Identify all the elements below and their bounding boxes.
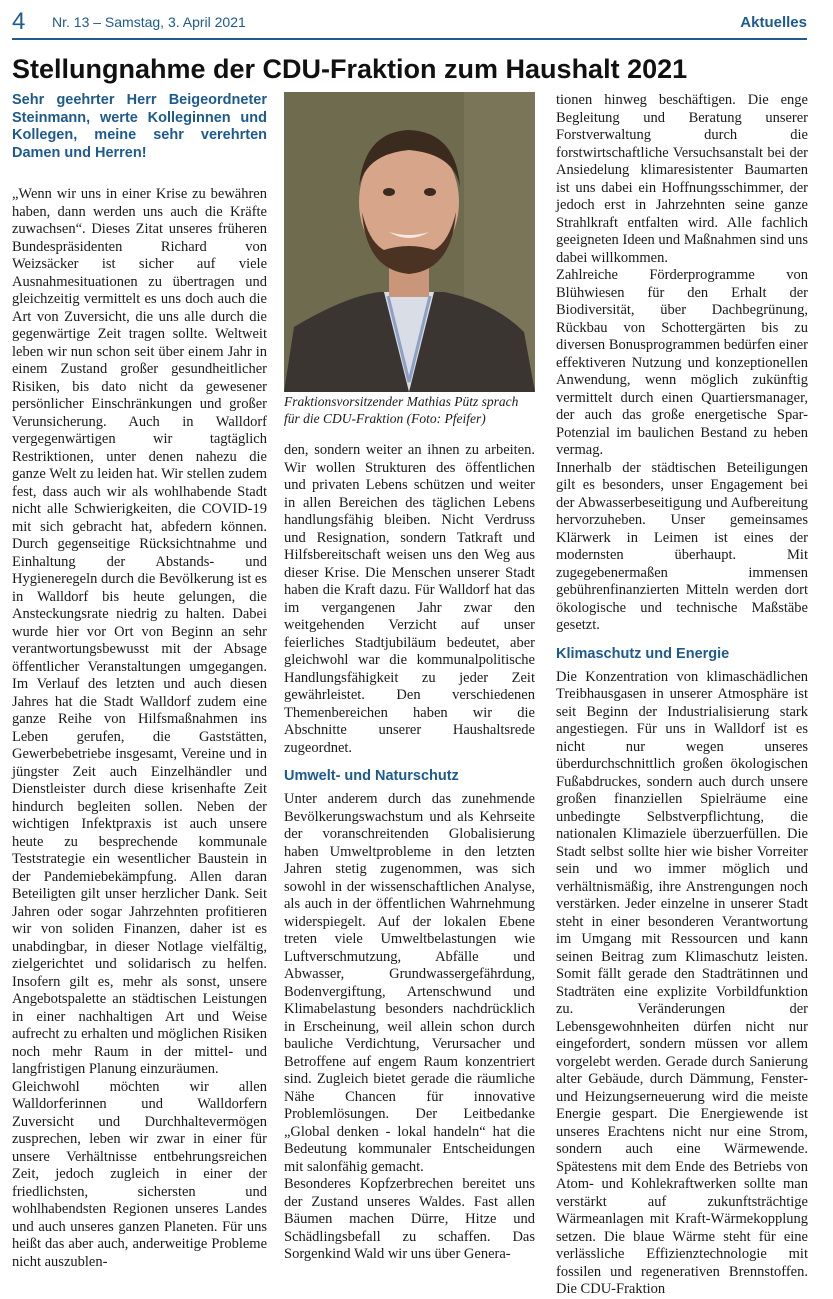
page-number: 4 [12,8,26,35]
paragraph: Die Konzentration von klimaschädlichen Treibhausgasen in unserer Atmosphäre ist seit Beginn der Industrialisierung stark angestiegen. Für uns in Walldorf ist es nicht nur wegen unseres überdurchschnittlich großen ökologischen Fußabdruckes, sondern auch durch unsere großen finanziellen Spielräume eine unbedingte Selbstverpflichtung, die nationalen Klimaziele überzuerfüllen. Die Stadt selbst sollte hier wie bisher Vorreiter sein und wo immer möglich und verhältnismäßig, ihre Anstrengungen noch verstärken. Jeder einzelne in unserer Stadt steht in einer besonderen Verantwortung im Umgang mit Ressourcen und kann seinen Beitrag zum Klimaschutz leisten. Somit fällt gerade den Stadträtinnen und Stadträten eine explizite Vorbildfunktion zu. Veränderungen der Lebensgewohnheiten dürfen nicht nur eingefordert, sondern müssen vor allem vorgelebt werden. Gerade durch Sanierung alter Gebäude, durch Dämmung, Fenster- und Heizungserneuerung wird die meiste Energie gespart. Die Energiewende ist unseres Erachtens nicht nur eine Strom, sondern auch eine Wärmewende. Spätestens mit dem Ende des Betriebs von Atom- und Kohlekraftwerken sollte man verstärkt auf zukunftsträchtige Wärmeanlagen mit Kraft-Wärmekopplung setzen. Die blaue Wärme steht für eine verlässliche Effizienztechnologie mit fossilen und regenerativen Brennstoffen. Die CDU-Fraktion [556,668,808,1297]
portrait-illustration [284,92,535,392]
column-3 [556,92,808,1297]
column-1 [12,186,267,1270]
page-header [12,8,807,38]
paragraph: den, sondern weiter an ihnen zu arbeiten. Wir wollen Strukturen des öffentlichen und privaten Lebens schützen und weiter in allen Bereichen des täglichen Lebens handlungsfähig bleiben. Nicht Verdruss und Resignation, sondern Tatkraft und Hilfsbereitschaft weisen uns den Weg aus dieser Krise. Die Menschen unserer Stadt haben die Kraft dazu. Für Walldorf hat das im vergangenen Jahr zwar den weitgehenden Verzicht auf unser feierliches Stadtjubiläum bedeutet, aber gleichwohl war die kommunalpolitische Handlungsfähigkeit zu jeder Zeit gewährleistet. Den verschiedenen Themenbereichen haben wir die Abschnitte unserer Haushaltsrede zugeordnet. [284,442,535,756]
salutation: Sehr geehrter Herr Beigeordneter Steinmann, werte Kolleginnen und Kollegen, meine sehr verehrten Damen und Herren! [12,92,267,161]
paragraph: Innerhalb der städtischen Beteiligungen gilt es besonders, unser Engagement bei der Abwasserbeseitigung und Aufbereitung hervorzuheben. Unser gemeinsames Klärwerk in Leimen ist eines der modernsten überhaupt. Mit zugegebenermaßen immensen gebührenfinanzierten Mitteln werden dort ökologische und technische Maßstäbe gesetzt. [556,459,808,633]
paragraph: tionen hinweg beschäftigen. Die enge Begleitung und Beratung unserer Forstverwaltung durch die forstwirtschaftliche Versuchsanstalt bei der Ansiedelung klimaresistenter Baumarten ist uns dabei ein Hoffnungsschimmer, der jedoch erst in Jahrzehnten seine ganze Strahlkraft entfalten wird. Alle fachlich geeigneten Ideen und Maßnahmen sind uns dabei willkommen. [556,92,808,266]
column-2 [284,442,535,1262]
issue-date: Nr. 13 – Samstag, 3. April 2021 [52,14,246,30]
paragraph: Besonderes Kopfzerbrechen bereitet uns der Zustand unseres Waldes. Fast allen Bäumen machen Dürre, Hitze und Schädlingsbefall zu schaffen. Das Sorgenkind Wald wir uns über Genera- [284,1176,535,1262]
photo-caption: Fraktionsvorsitzender Mathias Pütz sprach für die CDU-Fraktion (Foto: Pfeifer) [284,394,519,426]
paragraph: Zahlreiche Förderprogramme von Blühwiesen für den Erhalt der Biodiversität, über Dachbegrünung, Rückbau von Schottergärten bis zu diversen Bonusprogrammen bedürfen einer effektiveren Nutzung und konzeptionellen Anwendung, wenn möglich zukünftig vermittelt durch einen Quartiersmanager, der auch das große energetische Spar-Potenzial im baulichen Bestand zu heben vermag. [556,267,808,458]
portrait-photo [284,92,535,392]
paragraph: Gleichwohl möchten wir allen Walldorferinnen und Walldorfern Zuversicht und Durchhaltevermögen zusprechen, leben wir zwar in einer für unsere Verhältnisse entbehrungsreichen Zeit, jedoch zugleich in einer der friedlichsten, sichersten und wohlhabendsten Regionen unseres Landes und auch unseres ganzen Planeten. Für uns heißt das aber auch, anderweitige Probleme nicht auszublen- [12,1078,267,1270]
subheading-umwelt: Umwelt- und Naturschutz [284,768,459,784]
paragraph: Unter anderem durch das zunehmende Bevölkerungswachstum und als Kehrseite der voranschreitenden Globalisierung haben Umweltprobleme in den letzten Jahren stetig zugenommen, was sich sowohl in der wissenschaftlichen Analyse, als auch in der öffentlichen Wahrnehmung widerspiegelt. Auf der lokalen Ebene treten viele Umweltbelastungen wie Luftverschmutzung, Abfälle und Abwasser, Grundwassergefährdung, Bodenvergiftung, Artenschwund und Klimabelastung besonders nachdrücklich in Erscheinung, weil allein schon durch bauliche Verdichtung, Verursacher und Betroffene auf engem Raum konzentriert sind. Zugleich bietet gerade die räumliche Nähe Chancen für innovative Problemlösungen. Der Leitbedanke „Global denken - lokal handeln“ hat die Bedeutung kommunaler Entscheidungen mit salonfähig gemacht. [284,791,535,1175]
article-headline: Stellungnahme der CDU-Fraktion zum Haushalt 2021 [12,54,688,84]
paragraph: „Wenn wir uns in einer Krise zu bewähren haben, dann werden uns auch die Kräfte zuwachsen“. Dieses Zitat unseres früheren Bundespräsidenten Richard von Weizsäcker ist sicher auf viele Ausnahmesituationen zu übertragen und gleichzeitig vermittelt es uns doch auch die Art von Zuversicht, die uns alle durch die gegenwärtige Zeit tragen sollte. Weltweit leben wir nun schon seit über einem Jahr in einem Zustand großer gesundheitlicher Risiken, bis dato nicht da gewesener persönlicher Einschränkungen und großer Verunsicherung. Auch in Walldorf vergegenwärtigen wir tagtäglich Restriktionen, unter denen nahezu die ganze Welt zu leiden hat. Wir stellen zudem fest, dass auch wir als wohlhabende Stadt nicht alle Schwierigkeiten, die COVID-19 mit sich gebracht hat, abfedern können. Durch gegenseitige Rücksichtnahme und Einhaltung der Abstands- und Hygieneregeln durch die Bevölkerung ist es in Walldorf bis heute gelungen, die Ansteckungsrate niedrig zu halten. Dabei wurde hier vor Ort von Beginn an sehr verantwortungsbewusst mit der Absage öffentlicher Veranstaltungen umgegangen. Im Verlauf des letzten und auch diesen Jahres hat die Stadt Walldorf zudem eine ganze Reihe von Hilfsmaßnahmen ins Leben gerufen, die Gaststätten, Gewerbebetriebe insgesamt, Vereine und in jüngster Zeit auch Einzelhändler und Dienstleister durch diese krisenhafte Zeit hindurch begleiten sollen. Neben der wichtigen Infektpraxis ist auch unsere heute zu besprechende kommunale Teststrategie ein wesentlicher Baustein in der Pandemiebekämpfung. Allen daran Beteiligten gilt unser herzlicher Dank. Seit Jahren oder sogar Jahrzehnten profitieren wir von soliden Finanzen, daher ist es unabdingbar, in dieser Notlage vielfältig, zielgerichtet und solidarisch zu helfen. Insofern gilt es, mehr als sonst, unsere Angebotspalette an städtischen Leistungen in einer nachhaltigen Art und Weise aufrecht zu erhalten und möglichen Risiken noch mehr Raum in der mittel- und langfristigen Planung einzuräumen. [12,186,267,1077]
subheading-klimaschutz: Klimaschutz und Energie [556,645,730,662]
header-rule [12,38,807,40]
section-label: Aktuelles [740,14,807,31]
